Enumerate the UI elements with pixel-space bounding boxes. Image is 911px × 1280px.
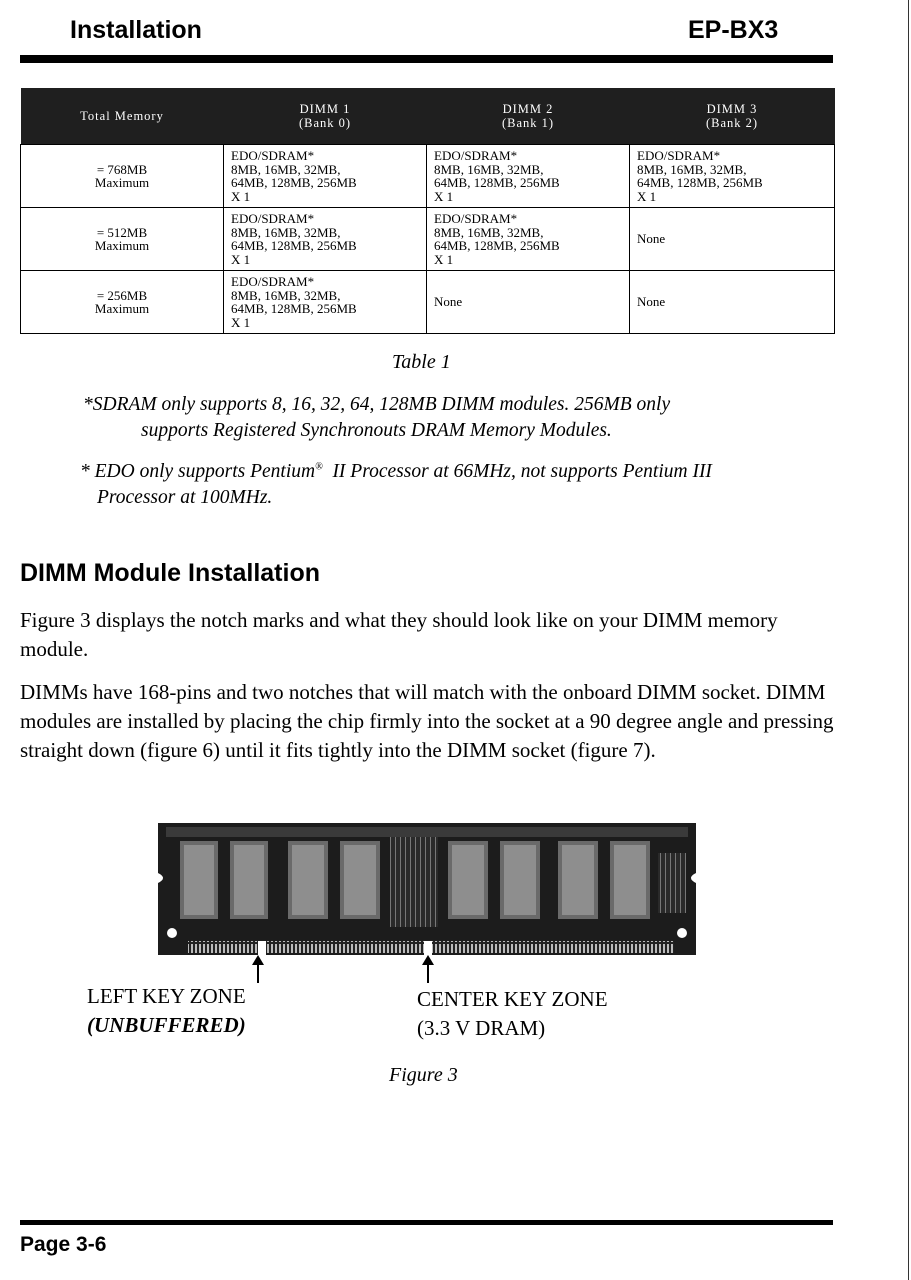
paragraph-installation-steps: DIMMs have 168-pins and two notches that will match with the onboard DIMM socket. DIMM modules are installed by placing the chip firmly into the socket at a 90 degree angle and pressing straight down (figure 6) until it fits tightly into the DIMM socket (figure 7).: [20, 680, 834, 762]
footnote-sdram-line2: supports Registered Synchronouts DRAM Memory Modules.: [141, 420, 612, 441]
cell-text-line: DIMM 1: [299, 102, 351, 116]
col-header-dimm2: [427, 88, 630, 145]
header-model-name: EP-BX3: [688, 16, 779, 44]
cell-text-line: None: [637, 294, 666, 310]
cell-total-memory: [21, 208, 224, 271]
cell-dimm1: [224, 145, 427, 208]
memory-config-table: [20, 88, 835, 334]
cell-dimm3: [630, 271, 835, 334]
footnote-edo-text-a: * EDO only supports Pentium: [80, 461, 316, 482]
cell-text-line: 64MB, 128MB, 256MB: [434, 175, 560, 190]
center-key-zone-subtitle: (3.3 V DRAM): [417, 1016, 546, 1040]
paragraph-notch-marks: Figure 3 displays the notch marks and what they should look like on your DIMM memory module.: [20, 608, 778, 661]
cell-text-line: (Bank 1): [501, 116, 555, 130]
cell-text-line: = 256MB: [96, 287, 148, 303]
cell-text-line: 8MB, 16MB, 32MB,: [637, 161, 747, 177]
cell-text-line: = 768MB: [96, 161, 148, 177]
cell-text-line: 64MB, 128MB, 256MB: [231, 175, 357, 190]
cell-text-line: 64MB, 128MB, 256MB: [434, 238, 560, 253]
cell-text-line: X 1: [231, 314, 251, 330]
cell-dimm2: [427, 145, 630, 208]
cell-text-line: 8MB, 16MB, 32MB,: [231, 224, 341, 240]
cell-total-memory: [21, 271, 224, 334]
header-section-title: Installation: [70, 16, 202, 44]
left-key-arrow-icon: [257, 957, 259, 983]
left-key-zone-label: [87, 982, 246, 1040]
cell-text-line: Maximum: [94, 238, 150, 253]
cell-text-line: EDO/SDRAM*: [231, 148, 315, 163]
center-key-arrow-icon: [427, 957, 429, 983]
cell-text-line: X 1: [231, 188, 251, 204]
cell-text-line: EDO/SDRAM*: [434, 148, 518, 163]
cell-text-line: EDO/SDRAM*: [231, 274, 315, 289]
cell-text-line: None: [637, 231, 666, 247]
cell-text-line: EDO/SDRAM*: [231, 211, 315, 226]
col-header-total-memory: [21, 88, 224, 145]
cell-text-line: 64MB, 128MB, 256MB: [637, 175, 763, 190]
footnote-sdram-line1: *SDRAM only supports 8, 16, 32, 64, 128MB DIMM modules. 256MB only: [83, 394, 671, 415]
cell-text-line: 64MB, 128MB, 256MB: [231, 238, 357, 253]
footnote-edo-text-b: II Processor at 66MHz, not supports Pentium III: [322, 461, 712, 482]
cell-dimm1: [224, 208, 427, 271]
table-row: [21, 145, 835, 208]
cell-text-line: Maximum: [94, 301, 150, 316]
left-key-zone-title: LEFT KEY ZONE: [87, 984, 246, 1008]
cell-dimm1: [224, 271, 427, 334]
table-caption: Table 1: [392, 351, 451, 373]
cell-text-line: X 1: [637, 188, 657, 204]
cell-text-line: 8MB, 16MB, 32MB,: [231, 287, 341, 303]
table-header-row: [21, 88, 835, 145]
figure-caption: Figure 3: [389, 1064, 458, 1086]
cell-text-line: (Bank 2): [705, 116, 759, 130]
section-title: DIMM Module Installation: [20, 559, 320, 587]
cell-text-line: EDO/SDRAM*: [637, 148, 721, 163]
cell-text-line: None: [434, 294, 463, 310]
cell-text-line: X 1: [434, 188, 454, 204]
page-number: Page 3-6: [20, 1233, 107, 1256]
footnote-edo-line2: Processor at 100MHz.: [97, 487, 273, 508]
cell-text-line: Maximum: [94, 175, 150, 190]
cell-text-line: Total Memory: [80, 109, 164, 123]
header-rule: [20, 55, 833, 63]
page-edge-line: [908, 0, 909, 1280]
registered-mark: ®: [315, 461, 323, 473]
cell-dimm3: [630, 208, 835, 271]
cell-dimm2: [427, 208, 630, 271]
footer-rule: [20, 1220, 833, 1225]
cell-text-line: DIMM 2: [502, 102, 554, 116]
col-header-dimm3: [630, 88, 835, 145]
dimm-module-image: [158, 823, 696, 957]
cell-total-memory: [21, 145, 224, 208]
cell-text-line: 8MB, 16MB, 32MB,: [231, 161, 341, 177]
cell-text-line: EDO/SDRAM*: [434, 211, 518, 226]
cell-text-line: = 512MB: [96, 224, 148, 240]
cell-text-line: X 1: [434, 251, 454, 267]
table-row: [21, 208, 835, 271]
cell-text-line: 8MB, 16MB, 32MB,: [434, 224, 544, 240]
left-key-zone-subtitle: (UNBUFFERED): [87, 1013, 246, 1037]
center-key-zone-title: CENTER KEY ZONE: [417, 987, 608, 1011]
cell-dimm3: [630, 145, 835, 208]
cell-dimm2: [427, 271, 630, 334]
cell-text-line: 8MB, 16MB, 32MB,: [434, 161, 544, 177]
table-row: [21, 271, 835, 334]
center-key-zone-label: [417, 985, 608, 1043]
cell-text-line: (Bank 0): [298, 116, 352, 130]
cell-text-line: 64MB, 128MB, 256MB: [231, 301, 357, 316]
cell-text-line: DIMM 3: [706, 102, 758, 116]
col-header-dimm1: [224, 88, 427, 145]
footnote-edo-line1: [80, 461, 712, 483]
cell-text-line: X 1: [231, 251, 251, 267]
